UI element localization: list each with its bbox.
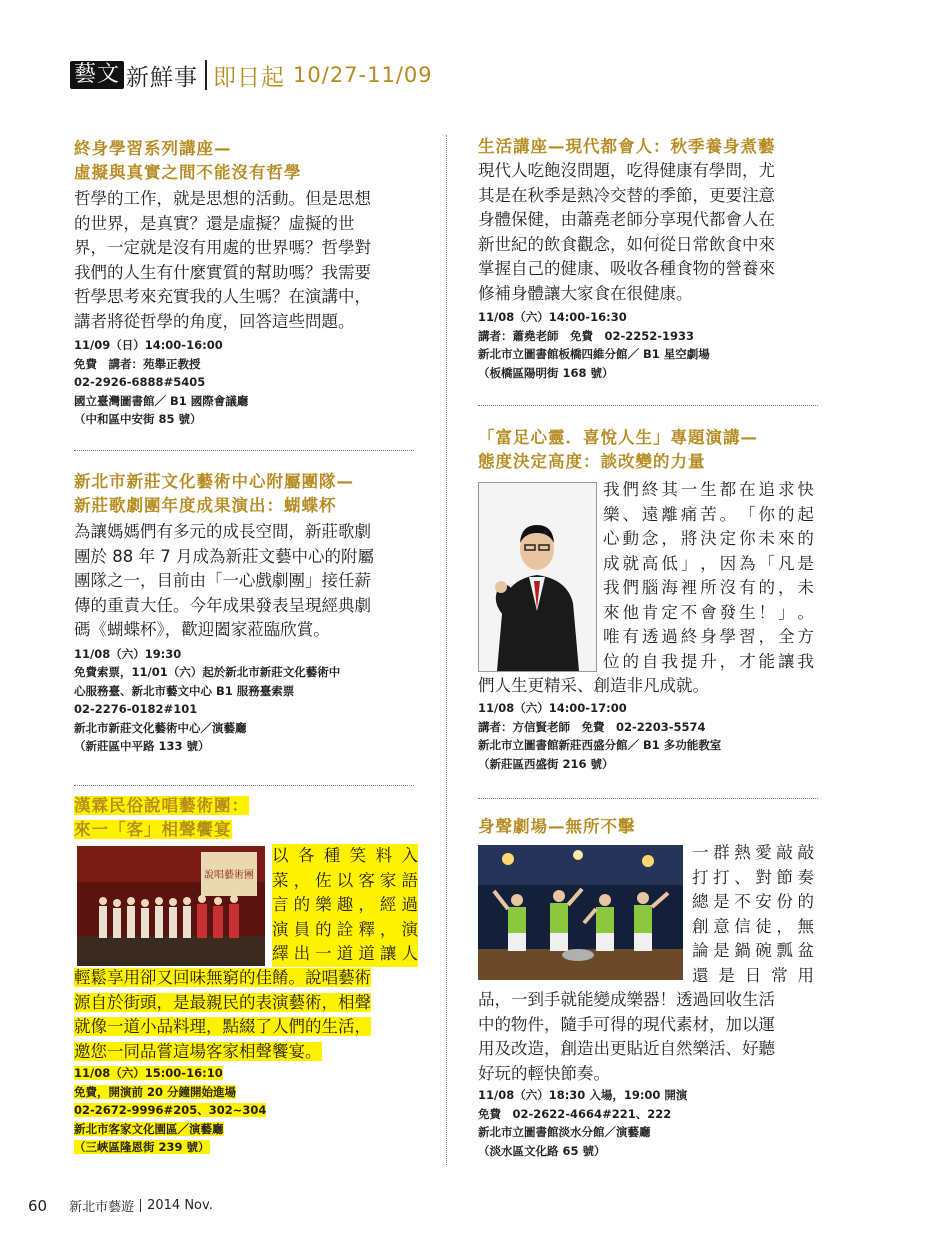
article-title xyxy=(478,815,820,839)
event-ticket: 免費索票，11/01（六）起於新北市新莊文化藝術中 xyxy=(74,665,341,679)
body-line: 位 的 自 我 提 升 ， 才 能 讓 我 xyxy=(603,651,814,671)
body-line: 我 們 腦 海 裡 所 沒 有 的 ， 未 xyxy=(603,578,814,597)
article-body xyxy=(74,187,416,334)
issue-date: 2014 Nov. xyxy=(147,1198,213,1213)
page-number: 60 xyxy=(28,1196,48,1215)
header-divider xyxy=(205,60,207,90)
event-info xyxy=(74,336,416,429)
body-line: 演 員 的 詮 釋 ， 演 xyxy=(272,918,418,943)
article-body xyxy=(478,159,820,306)
event-info xyxy=(478,308,820,382)
body-line: 現代人吃飽沒問題，吃得健康有學問，尤 xyxy=(478,161,775,180)
body-line: 繹 出 一 道 道 讓 人 xyxy=(272,942,418,967)
body-line: 碼《蝴蝶杯》，歡迎闔家蒞臨欣賞。 xyxy=(74,620,330,639)
footer-divider xyxy=(140,1199,141,1212)
article-percussion-theatre xyxy=(478,815,820,839)
article-title xyxy=(74,470,416,518)
event-ticket-cont: 心服務臺、新北市藝文中心 B1 服務臺索票 xyxy=(74,683,295,698)
body-line: 打 打 、 對 節 奏 xyxy=(692,867,814,887)
event-venue: 新北市立圖書館淡水分館／演藝廳 xyxy=(478,1125,651,1139)
title-line: 生活講座—現代都會人：秋季養身煮藝 xyxy=(478,137,776,156)
body-line: 掌握自己的健康、吸收各種食物的營養來 xyxy=(478,259,775,278)
event-datetime: 11/08（六）14:00-17:00 xyxy=(478,701,627,715)
event-info xyxy=(74,645,416,756)
section-title: 新鮮事 xyxy=(126,64,199,91)
body-line: 其是在秋季是熱冷交替的季節，更要注意 xyxy=(478,185,775,205)
article-side-text xyxy=(272,844,418,967)
event-address: （新莊區中平路 133 號） xyxy=(74,739,210,753)
event-datetime: 11/08（六）19:30 xyxy=(74,646,182,661)
body-line: 品，一到手就能變成樂器！透過回收生活 xyxy=(478,990,775,1009)
body-line: 樂 、 遠 離 痛 苦 。 「 你 的 起 xyxy=(603,504,814,524)
event-admission: 免費，開演前 20 分鐘開始進場 xyxy=(74,1084,237,1099)
event-datetime: 11/08（六）14:00-16:30 xyxy=(478,310,627,324)
article-title xyxy=(74,137,416,185)
event-address: （板橋區陽明街 168 號） xyxy=(478,365,614,380)
event-address: （三峽區隆恩街 239 號） xyxy=(74,1140,210,1154)
body-line: 傳的重責大任。今年成果發表呈現經典劇 xyxy=(74,595,371,615)
publication-name: 新北市藝遊 xyxy=(69,1200,135,1215)
event-datetime: 11/09（日）14:00-16:00 xyxy=(74,338,223,352)
article-opera-performance xyxy=(74,470,416,756)
article-title xyxy=(478,135,820,159)
body-line: 修補身體讓大家食在很健康。 xyxy=(478,283,693,303)
crosstalk-photo xyxy=(77,846,265,966)
title-line: 新莊歌劇團年度成果演出：蝴蝶杯 xyxy=(74,496,337,515)
title-line: 「富足心靈．喜悅人生」專題演講— xyxy=(478,428,758,447)
article-health-cooking xyxy=(478,135,820,382)
event-phone: 02-2276-0182#101 xyxy=(74,702,198,716)
body-line: 的世界，是真實？還是虛擬？虛擬的世 xyxy=(74,213,355,233)
article-side-text xyxy=(603,478,814,674)
column-divider xyxy=(446,135,447,1165)
header-dates: 10/27-11/09 xyxy=(293,63,433,87)
title-line: 來一「客」相聲饗宴 xyxy=(74,820,232,839)
separator-right-1 xyxy=(478,405,818,406)
body-line: 哲學思考來充實我的人生嗎？在演講中， xyxy=(74,287,371,306)
body-line: 論 是 鍋 碗 瓢 盆 xyxy=(692,941,814,960)
event-phone: 02-2926-6888#5405 xyxy=(74,375,206,389)
body-line: 還 是 日 常 用 xyxy=(692,965,814,985)
body-line: 總 是 不 安 份 的 xyxy=(692,892,814,911)
page-footer xyxy=(28,1196,213,1215)
event-venue: 新北市新莊文化藝術中心／演藝廳 xyxy=(74,720,247,735)
body-line: 言 的 樂 趣 ， 經 過 xyxy=(272,893,418,918)
event-datetime: 11/08（六）15:00-16:10 xyxy=(74,1066,223,1080)
body-line: 團隊之一，目前由「一心戲劇團」接任薪 xyxy=(74,571,371,590)
body-line: 我 們 終 其 一 生 都 在 追 求 快 xyxy=(603,480,814,499)
percussion-photo xyxy=(478,845,683,980)
banner-text: 說唱藝術團 xyxy=(204,870,254,881)
body-line: 身體保健，由蕭堯老師分享現代都會人在 xyxy=(478,210,775,229)
body-line: 用及改造，創造出更貼近自然樂活、好聽 xyxy=(478,1039,775,1058)
body-line: 邀您一同品嘗這場客家相聲饗宴。 xyxy=(74,1041,322,1061)
body-line: 講者將從哲學的角度，回答這些問題。 xyxy=(74,311,355,331)
article-body xyxy=(478,674,820,699)
event-venue: 新北市客家文化園區／演藝廳 xyxy=(74,1121,224,1136)
separator-left-2 xyxy=(74,785,414,786)
body-line: 們人生更精采、創造非凡成就。 xyxy=(478,676,709,695)
body-line: 成 就 高 低 」 ， 因 為 「 凡 是 xyxy=(603,553,814,573)
event-address: （新莊區西盛街 216 號） xyxy=(478,756,614,771)
body-line: 為讓媽媽們有多元的成長空間，新莊歌劇 xyxy=(74,522,371,541)
body-line: 一 群 熱 愛 敲 敲 xyxy=(692,843,814,862)
article-philosophy-lecture xyxy=(74,137,416,429)
event-fee-phone: 免費 02-2622-4664#221、222 xyxy=(478,1106,672,1121)
body-line: 源自於街頭，是最親民的表演藝術，相聲 xyxy=(74,992,371,1012)
event-venue: 國立臺灣圖書館／ B1 國際會議廳 xyxy=(74,393,249,408)
separator-left-1 xyxy=(74,450,414,451)
body-line: 團於 88 年 7 月成為新莊文藝中心的附屬 xyxy=(74,546,374,566)
article-attitude-lecture xyxy=(478,426,820,474)
article-hakka-crosstalk xyxy=(74,794,418,842)
event-info xyxy=(74,1064,266,1157)
event-venue: 新北市立圖書館板橋四維分館／ B1 星空劇場 xyxy=(478,347,710,361)
body-line: 心 動 念 ， 將 決 定 你 未 來 的 xyxy=(603,529,814,548)
article-body xyxy=(74,966,418,1064)
body-line: 以 各 種 笑 料 入 xyxy=(272,844,418,869)
separator-right-2 xyxy=(478,798,818,799)
article-body xyxy=(478,988,820,1086)
article-body xyxy=(74,520,416,643)
body-line: 創 意 信 徒 ， 無 xyxy=(692,916,814,936)
title-line: 漢霖民俗說唱藝術團： xyxy=(74,796,249,815)
event-info xyxy=(478,1086,687,1160)
event-fee-speaker: 免費 講者：苑舉正教授 xyxy=(74,356,201,371)
event-address: （淡水區文化路 65 號） xyxy=(478,1143,606,1158)
article-title xyxy=(478,426,820,474)
event-venue: 新北市立圖書館新莊西盛分館／ B1 多功能教室 xyxy=(478,738,722,752)
body-line: 輕鬆享用卻又回味無窮的佳餚。說唱藝術 xyxy=(74,968,371,987)
speaker-photo xyxy=(478,482,597,672)
body-line: 菜 ， 佐 以 客 家 語 xyxy=(272,869,418,894)
title-line: 身聲劇場—無所不擊 xyxy=(478,817,636,836)
body-line: 新世紀的飲食觀念，如何從日常飲食中來 xyxy=(478,234,775,254)
title-line: 終身學習系列講座— xyxy=(74,139,232,158)
body-line: 好玩的輕快節奏。 xyxy=(478,1063,610,1083)
body-line: 哲學的工作，就是思想的活動。但是思想 xyxy=(74,189,371,208)
title-line: 新北市新莊文化藝術中心附屬團隊— xyxy=(74,472,354,491)
header-subtitle: 即日起 xyxy=(213,64,286,91)
body-line: 我們的人生有什麼實質的幫助嗎？我需要 xyxy=(74,262,371,282)
event-datetime: 11/08（六）18:30 入場，19:00 開演 xyxy=(478,1088,688,1102)
page-header xyxy=(70,60,433,90)
event-speaker-phone: 講者：方信賢老師 免費 02-2203-5574 xyxy=(478,719,706,734)
body-line: 中的物件，隨手可得的現代素材，加以運 xyxy=(478,1014,775,1034)
title-line: 態度決定高度：談改變的力量 xyxy=(478,452,706,471)
title-line: 虛擬與真實之間不能沒有哲學 xyxy=(74,163,302,182)
event-address: （中和區中安街 85 號） xyxy=(74,412,202,426)
article-side-text xyxy=(692,841,814,988)
body-line: 界，一定就是沒有用處的世界嗎？哲學對 xyxy=(74,238,371,257)
section-badge: 藝文 xyxy=(70,61,124,89)
event-speaker-phone: 講者：蕭堯老師 免費 02-2252-1933 xyxy=(478,328,695,343)
body-line: 就像一道小品料理，點綴了人們的生活， xyxy=(74,1017,371,1036)
article-title xyxy=(74,794,418,842)
body-line: 唯 有 透 過 終 身 學 習 ， 全 方 xyxy=(603,627,814,646)
event-info xyxy=(478,699,721,773)
body-line: 來 他 肯 定 不 會 發 生 ！ 」 。 xyxy=(603,602,814,622)
event-phone: 02-2672-9996#205、302~304 xyxy=(74,1103,267,1117)
